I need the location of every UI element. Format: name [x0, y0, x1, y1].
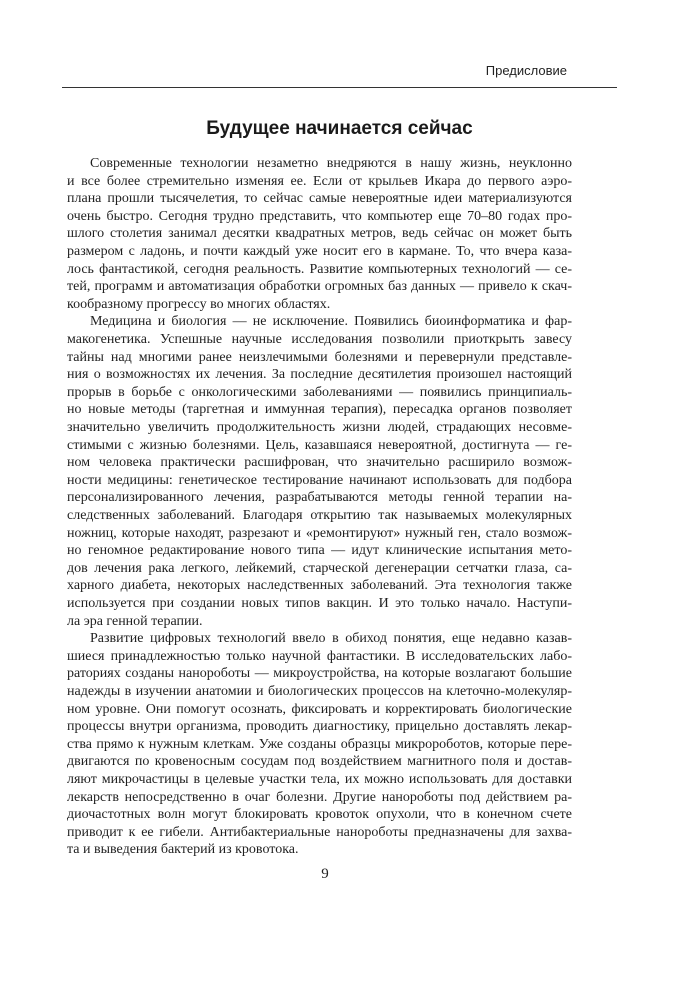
text-line: персонализированного лечения, разрабатываются методы генной терапии на-: [67, 490, 572, 506]
text-line: плана прошли тысячелетия, то сейчас самые невероятные идеи материализуются: [67, 191, 572, 207]
text-line: приводит к ее гибели. Антибактериальные нанороботы предназначены для захва-: [67, 824, 572, 840]
text-line: размером с ладонь, и почти каждый уже носит его в кармане. То, что вчера каза-: [67, 244, 572, 259]
text-line: шиеся принадлежностью только научной фантастики. В исследовательских лабо-: [67, 648, 572, 664]
text-line: ства прямо к нужным клеткам. Уже созданы образцы микророботов, которые пере-: [67, 736, 572, 752]
text-line: Развитие цифровых технологий ввело в обиход понятия, еще недавно казав-: [90, 631, 572, 647]
text-line: прорыв в борьбе с онкологическими заболеваниями — появились принципиаль-: [67, 384, 572, 400]
text-line: раториях созданы нанороботы — микроустройства, на которые возлагают большие: [67, 666, 572, 682]
text-line: ла эра генной терапии.: [67, 613, 203, 629]
text-line: кообразному прогрессу во многих областях.: [67, 296, 331, 312]
text-line: значительно увеличить продолжительность жизни людей, страдающих несовме-: [67, 420, 572, 435]
text-line: ном человека практически расшифрован, что значительно расширило возмож-: [67, 455, 572, 471]
text-line: процессы внутри организма, проводить диагностику, прицельно доставлять лекар-: [67, 719, 572, 735]
text-line: диочастотных волн могут блокировать кровоток опухоли, что в конечном счете: [67, 807, 572, 823]
text-line: ном уровне. Они помогут осознать, фиксировать и корректировать биологические: [67, 701, 572, 717]
text-line: лекарств непосредственно в очаг болезни. Другие нанороботы под действием ра-: [67, 789, 572, 805]
text-line: но геномное редактирование нового типа — идут клинические испытания мето-: [67, 543, 572, 559]
text-line: ляют микрочастицы в целевые участки тела, их можно использовать для доставки: [67, 772, 572, 787]
text-line: двигаются по кровеносным сосудам под воздействием магнитного поля и достав-: [67, 754, 572, 770]
text-line: харного диабета, некоторых наследственных заболеваний. Эта технология также: [67, 578, 572, 594]
text-line: Медицина и биология — не исключение. Появились биоинформатика и фар-: [90, 314, 572, 330]
text-line: и все более стремительно изменяя ее. Если от крыльев Икара до первого аэро-: [67, 173, 572, 189]
text-line: Современные технологии незаметно внедряются в нашу жизнь, неуклонно: [90, 156, 572, 171]
text-line: тей, программ и автоматизация обработки огромных баз данных — привело к скач-: [67, 279, 572, 295]
text-line: надежды в изучении анатомии и биологических процессов на клеточно-молекуляр-: [67, 684, 572, 699]
text-line: тайны над многими ранее неизлечимыми болезнями и перевернули представле-: [67, 349, 572, 365]
running-head: Предисловие: [485, 63, 567, 78]
text-line: ности медицины: генетическое тестирование начинают использовать для подбора: [67, 472, 572, 488]
text-line: очень быстро. Сегодня трудно представить, что компьютер еще 70–80 годах про-: [67, 208, 572, 224]
text-line: ния о возможностях их лечения. За последние десятилетия произошел настоящий: [67, 367, 572, 383]
text-line: лось фантастикой, сегодня реальность. Развитие компьютерных технологий — се-: [67, 261, 572, 277]
chapter-title: Будущее начинается сейчас: [206, 118, 473, 139]
text-line: та и выведения бактерий из кровотока.: [67, 842, 299, 858]
text-line: но новые методы (таргетная и иммунная терапия), пересадка органов позволяет: [67, 402, 572, 418]
text-line: ножниц, которые находят, разрезают и «ремонтируют» нужный ген, стало возмож-: [67, 525, 572, 541]
text-line: используется при создании новых типов вакцин. И это только начало. Наступи-: [67, 596, 572, 611]
text-line: дов лечения рака легкого, лейкемий, старческой дегенерации сетчатки глаза, са-: [67, 560, 572, 576]
text-line: шлого столетия занимал десятки квадратных метров, ведь сейчас он может быть: [67, 226, 572, 242]
text-line: стимыми с жизнью болезнями. Цель, казавшаяся невероятной, достигнута — ге-: [67, 437, 572, 453]
text-line: следственных заболеваний. Благодаря открытию так называемых молекулярных: [67, 508, 572, 523]
page-number: 9: [321, 866, 329, 882]
text-line: макогенетика. Успешные научные исследования позволили приоткрыть завесу: [67, 332, 572, 347]
header-rule: [62, 87, 617, 88]
